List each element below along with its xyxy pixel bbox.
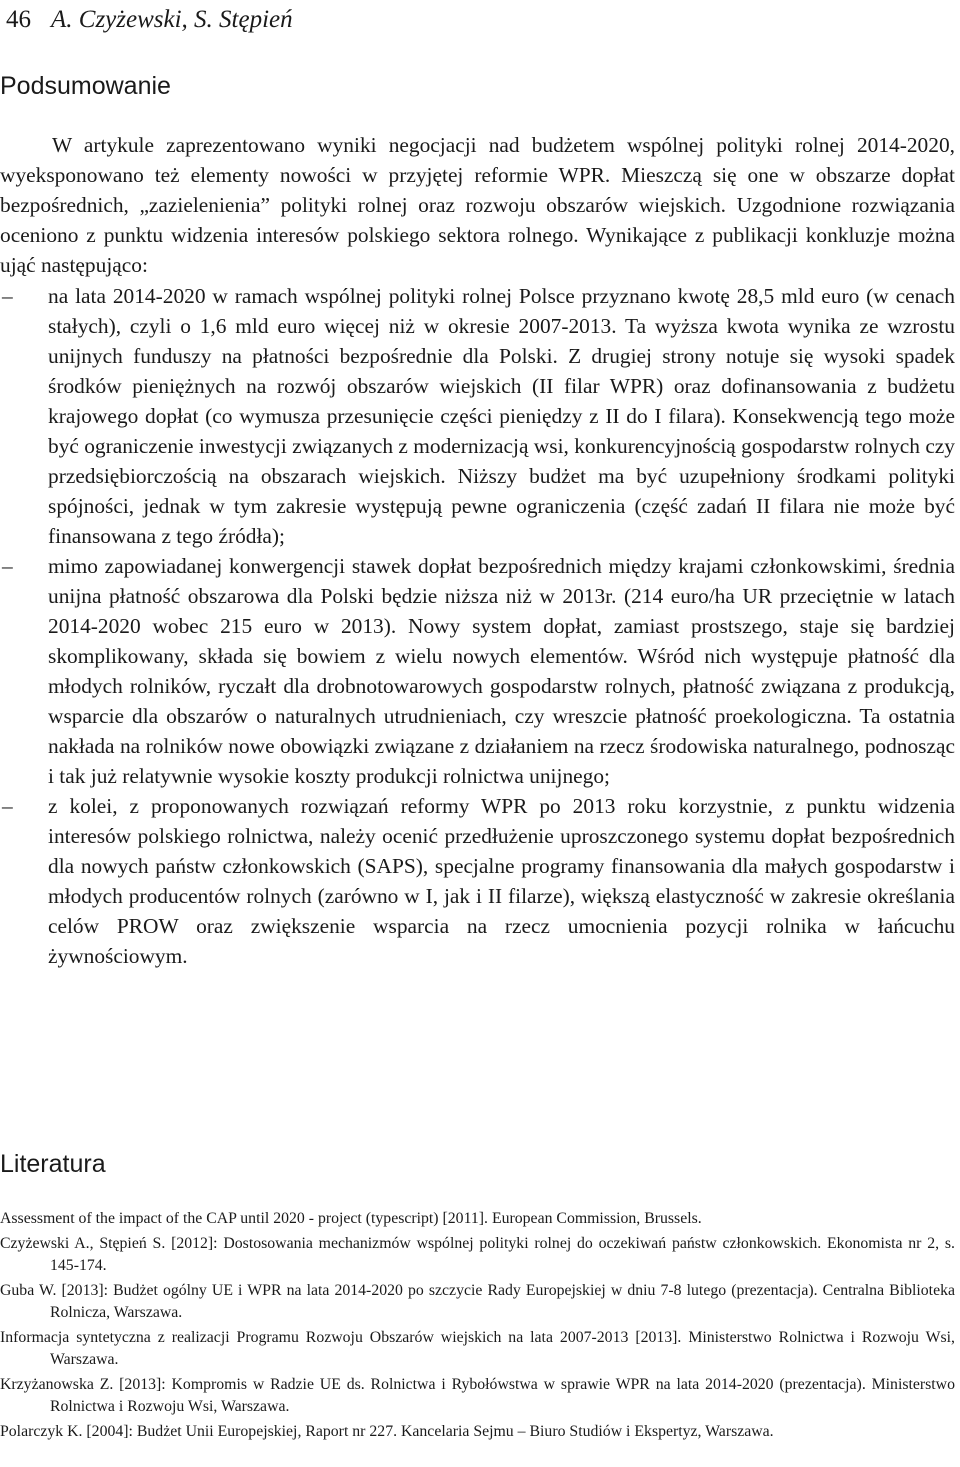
list-dash-marker: –	[2, 284, 13, 308]
reference-item: Czyżewski A., Stępień S. [2012]: Dostosowania mechanizmów wspólnej polityki rolnej do oczekiwań państw członkowskich. Ekonomista nr 2, s. 145-174.	[0, 1235, 955, 1274]
section-heading-literature: Literatura	[0, 1150, 106, 1178]
summary-intro-paragraph: W artykule zaprezentowano wyniki negocjacji nad budżetem wspólnej polityki rolnej 2014-2020, wyeksponowano też elementy nowości w przyjętej reformie WPR. Mieszczą się one w obszarze dopłat bezpośrednich, „zazielenienia” polityki rolnej oraz rozwoju obszarów wiejskich. Uzgodnione rozwiązania oceniono z punktu widzenia interesów polskiego sektora rolnego. Wynikające z publikacji konkluzje można ująć następująco:	[0, 133, 955, 277]
list-dash-marker: –	[2, 554, 13, 578]
reference-item: Krzyżanowska Z. [2013]: Kompromis w Radzie UE ds. Rolnictwa i Rybołówstwa w sprawie WPR na lata 2014-2020 (prezentacja). Ministerstwo Rolnictwa i Rozwoju Wsi, Warszawa.	[0, 1376, 955, 1415]
conclusion-item	[0, 791, 955, 971]
reference-item: Informacja syntetyczna z realizacji Programu Rozwoju Obszarów wiejskich na lata 2007-2013 [2013]. Ministerstwo Rolnictwa i Rozwoju Wsi, Warszawa.	[0, 1329, 955, 1368]
conclusion-text: na lata 2014-2020 w ramach wspólnej polityki rolnej Polsce przyznano kwotę 28,5 mld euro (w cenach stałych), czyli o 1,6 mld euro więcej niż w okresie 2007-2013. Ta wyższa kwota wynika ze wzrostu unijnych funduszy na płatności bezpośrednie dla Polski. Z drugiej strony notuje się wysoki spadek środków pieniężnych na rozwój obszarów wiejskich (II filar WPR) oraz dofinansowania z budżetu krajowego dopłat (co wymusza przesunięcie części pieniędzy z II do I filara). Konsekwencją tego może być ograniczenie inwestycji związanych z modernizacją wsi, konkurencyjnością gospodarstw rolnych czy przedsiębiorczością na obszarach wiejskich. Niższy budżet ma być uzupełniony środkami polityki spójności, jednak w tym zakresie występują pewne ograniczenia (część zadań II filara nie może być finansowana z tego źródła);	[48, 284, 955, 548]
reference-item: Assessment of the impact of the CAP until 2020 - project (typescript) [2011]. European Commission, Brussels.	[0, 1210, 702, 1227]
reference-item: Guba W. [2013]: Budżet ogólny UE i WPR na lata 2014-2020 po szczycie Rady Europejskiej w dniu 7-8 lutego (prezentacja). Centralna Biblioteka Rolnicza, Warszawa.	[0, 1282, 955, 1321]
running-head-authors: A. Czyżewski, S. Stępień	[51, 6, 293, 33]
reference-item: Polarczyk K. [2004]: Budżet Unii Europejskiej, Raport nr 227. Kancelaria Sejmu – Biuro Studiów i Ekspertyz, Warszawa.	[0, 1423, 774, 1440]
running-head	[6, 0, 293, 40]
conclusion-item	[0, 551, 955, 791]
section-heading-summary: Podsumowanie	[0, 72, 171, 100]
summary-intro	[0, 130, 955, 280]
conclusions-list	[0, 281, 955, 971]
references-list	[0, 1208, 955, 1446]
conclusion-item	[0, 281, 955, 551]
page-number: 46	[6, 6, 31, 33]
conclusion-text: z kolei, z proponowanych rozwiązań reformy WPR po 2013 roku korzystnie, z punktu widzenia interesów polskiego rolnictwa, należy ocenić przedłużenie uproszczonego systemu dopłat bezpośrednich dla nowych państw członkowskich (SAPS), specjalne programy finansowania dla małych gospodarstw i młodych producentów rolnych (zarówno w I, jak i II filarze), większą elastyczność w zakresie określania celów PROW oraz zwiększenie wsparcia na rzecz umocnienia pozycji rolnika w łańcuchu żywnościowym.	[48, 794, 955, 968]
conclusion-text: mimo zapowiadanej konwergencji stawek dopłat bezpośrednich między krajami członkowskimi, średnia unijna płatność obszarowa dla Polski będzie niższa niż w 2013r. (214 euro/ha UR przeciętnie w latach 2014-2020 wobec 215 euro w 2013). Nowy system dopłat, zamiast prostszego, staje się bardziej skomplikowany, składa się bowiem z wielu nowych elementów. Wśród nich występuje płatność dla młodych rolników, ryczałt dla drobnotowarowych gospodarstw rolnych, płatność związana z produkcją, wsparcie dla obszarów o naturalnych utrudnieniach, czy wreszcie płatność proekologiczna. Ta ostatnia nakłada na rolników nowe obowiązki związane z działaniem na rzecz środowiska naturalnego, podnosząc i tak już relatywnie wysokie koszty produkcji rolnictwa unijnego;	[48, 554, 955, 788]
list-dash-marker: –	[2, 794, 13, 818]
